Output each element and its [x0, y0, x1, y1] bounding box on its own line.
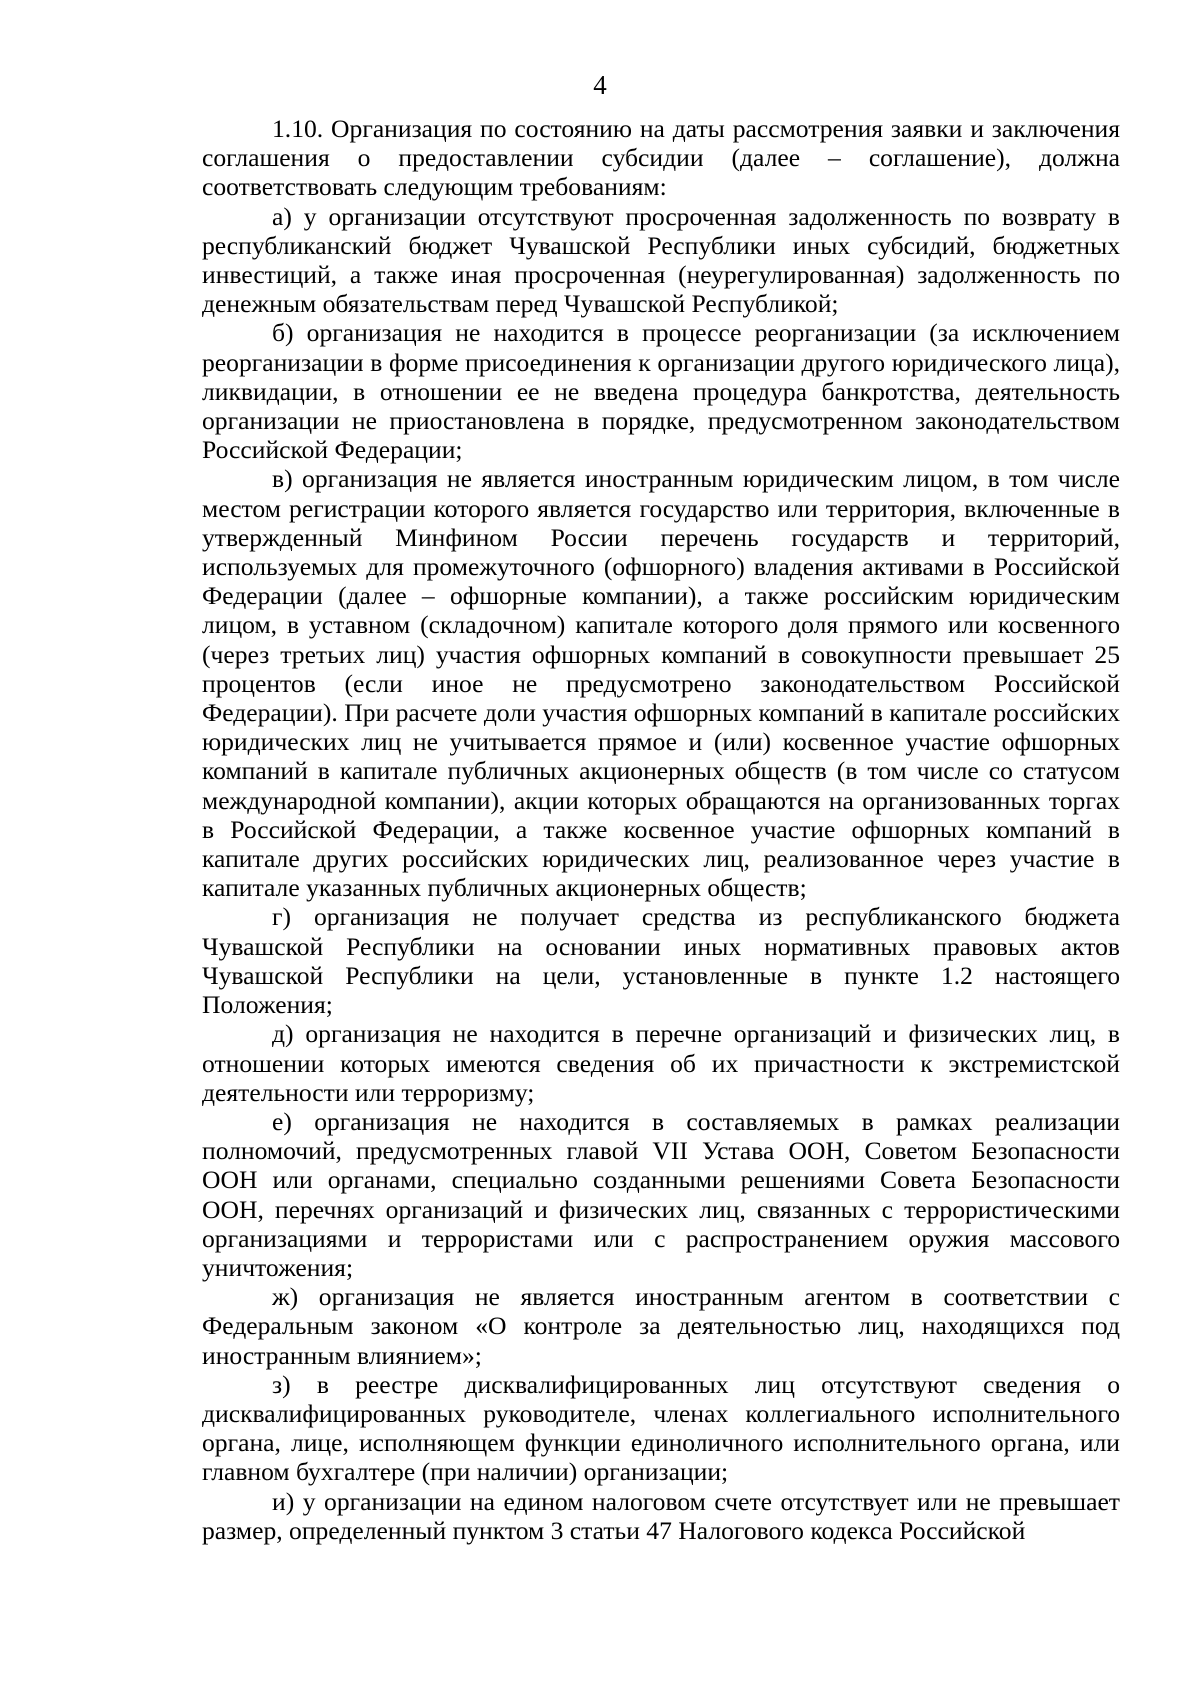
paragraph-item-g: г) организация не получает средства из республиканского бюджета Чувашской Республики на основании иных нормативных правовых актов Чувашской Республики на цели, установленные в пункте 1.2 настоящего Положения;	[202, 902, 1120, 1020]
paragraph-item-a: а) у организации отсутствуют просроченная задолженность по возврату в республиканский бюджет Чувашской Республики иных субсидий, бюджетных инвестиций, а также иная просроченная (неурегулированная) задолженность по денежным обязательствам перед Чувашской Республикой;	[202, 201, 1120, 319]
paragraph-item-v: в) организация не является иностранным юридическим лицом, в том числе местом регистрации которого является государство или территория, включенные в утвержденный Минфином России перечень государств и территорий, используемых для промежуточного (офшорного) владения активами в Российской Федерации (далее – офшорные компании), а также российским юридическим лицом, в уставном (складочном) капитале которого доля прямого или косвенного (через третьих лиц) участия офшорных компаний в совокупности превышает 25 процентов (если иное не предусмотрено законодательством Российской Федерации). При расчете доли участия офшорных компаний в капитале российских юридических лиц не учитывается прямое и (или) косвенное участие офшорных компаний в капитале публичных акционерных обществ (в том числе со статусом международной компании), акции которых обращаются на организованных торгах в Российской Федерации, а также косвенное участие офшорных компаний в капитале других российских юридических лиц, реализованное через участие в капитале указанных публичных акционерных обществ;	[202, 464, 1120, 903]
paragraph-item-d: д) организация не находится в перечне организаций и физических лиц, в отношении которых имеются сведения об их причастности к экстремистской деятельности или терроризму;	[202, 1019, 1120, 1107]
paragraph-item-zh: ж) организация не является иностранным агентом в соответствии с Федеральным законом «О контроле за деятельностью лиц, находящихся под иностранным влиянием»;	[202, 1282, 1120, 1370]
paragraph-item-e: е) организация не находится в составляемых в рамках реализации полномочий, предусмотренных главой VII Устава ООН, Советом Безопасности ООН или органами, специально созданными решениями Совета Безопасности ООН, перечнях организаций и физических лиц, связанных с террористическими организациями и террористами или с распространением оружия массового уничтожения;	[202, 1106, 1120, 1282]
paragraph-item-z: з) в реестре дисквалифицированных лиц отсутствуют сведения о дисквалифицированных руководителе, членах коллегиального исполнительного органа, лице, исполняющем функции единоличного исполнительного органа, или главном бухгалтере (при наличии) организации;	[202, 1369, 1120, 1487]
paragraph-item-b: б) организация не находится в процессе реорганизации (за исключением реорганизации в форме присоединения к организации другого юридического лица), ликвидации, в отношении ее не введена процедура банкротства, деятельность организации не приостановлена в порядке, предусмотренном законодательством Российской Федерации;	[202, 318, 1120, 465]
page-number: 4	[593, 70, 607, 100]
document-body	[202, 114, 1120, 1545]
paragraph-item-i: и) у организации на едином налоговом счете отсутствует или не превышает размер, определенный пунктом 3 статьи 47 Налогового кодекса Российской	[202, 1486, 1120, 1545]
paragraph-1-10: 1.10. Организация по состоянию на даты рассмотрения заявки и заключения соглашения о предоставлении субсидии (далее – соглашение), должна соответствовать следующим требованиям:	[202, 114, 1120, 202]
